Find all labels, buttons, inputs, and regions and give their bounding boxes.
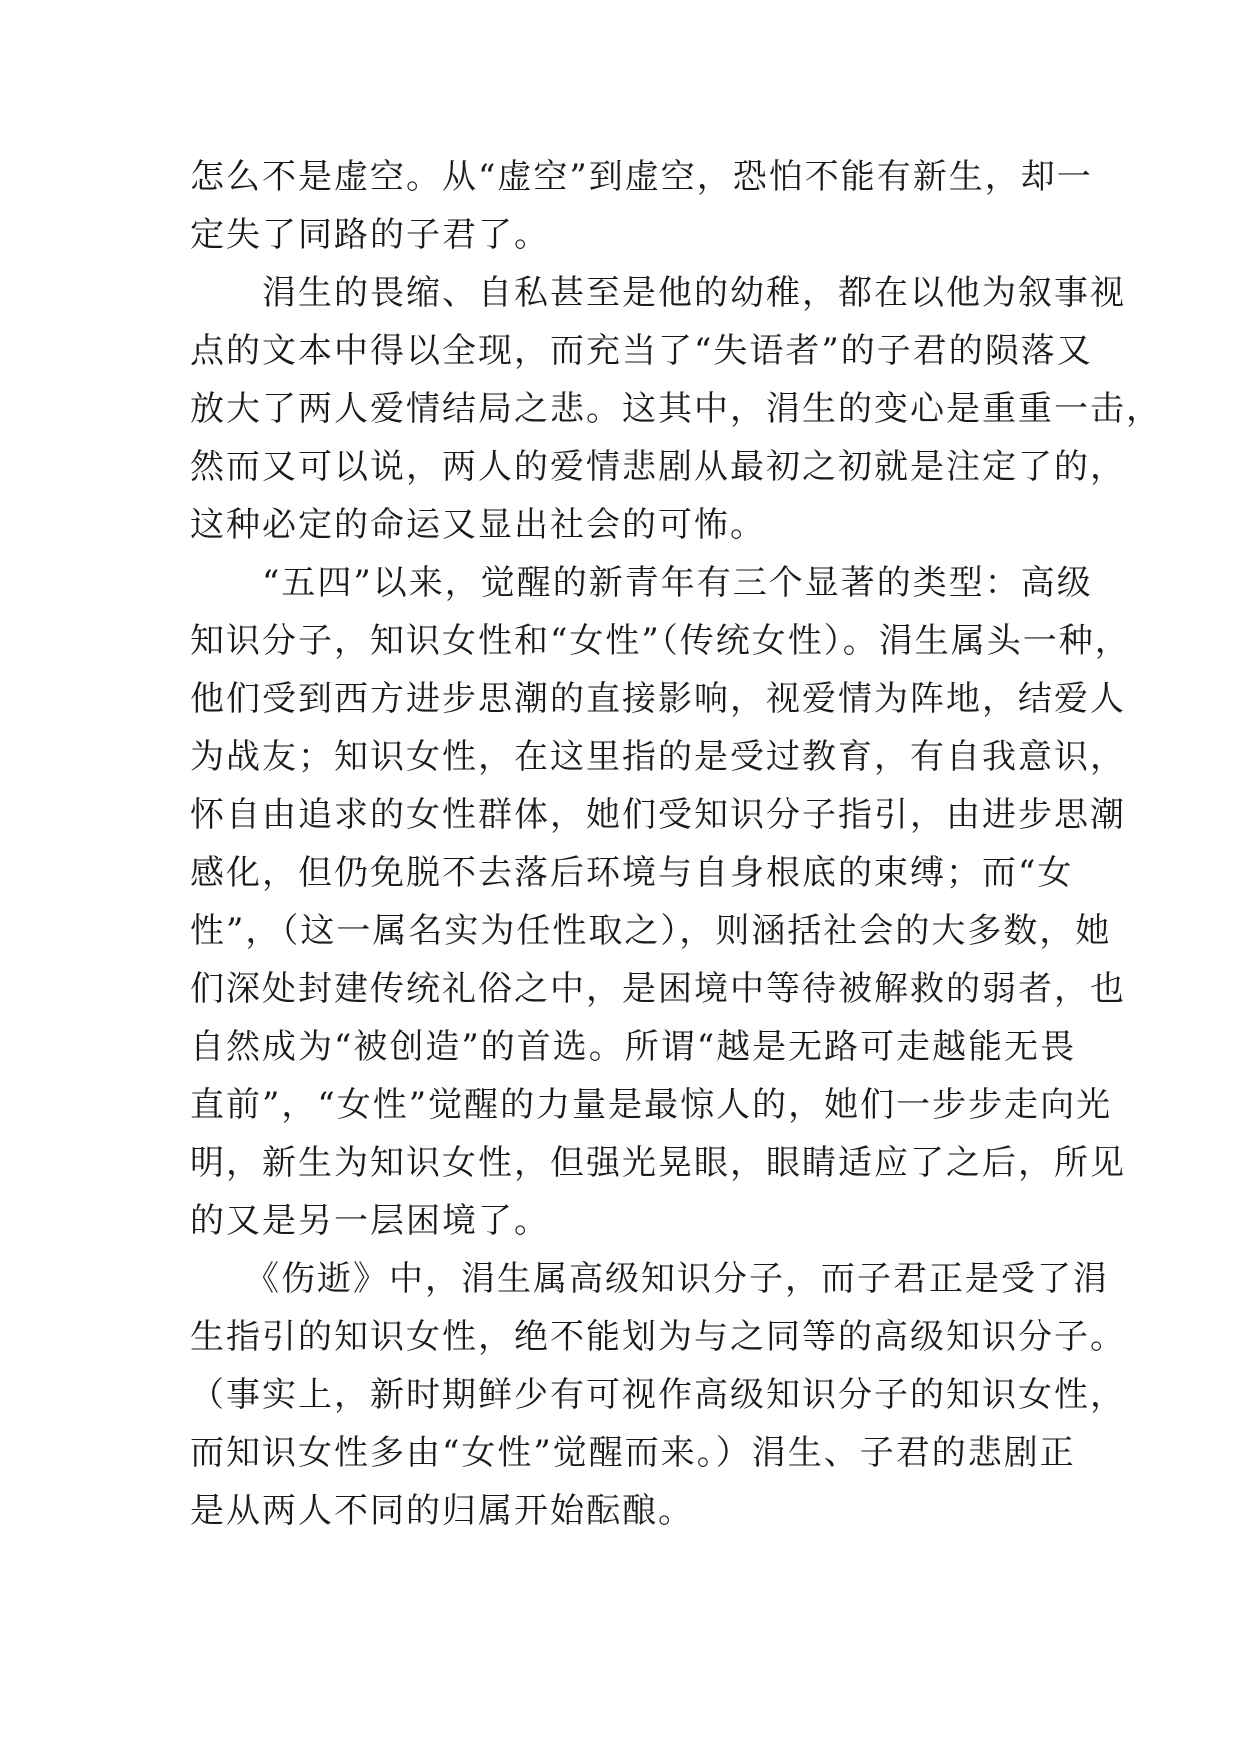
text-line: 怀自由追求的女性群体，她们受知识分子指引，由进步思潮: [190, 795, 1126, 835]
document-page: [190, 148, 1162, 1540]
text-line: 知识分子，知识女性和“女性”（传统女性）。涓生属头一种，: [190, 621, 1131, 661]
text-line: 自然成为“被创造”的首选。所谓“越是无路可走越能无畏: [190, 1027, 1077, 1067]
text-line: 《伤逝》中，涓生属高级知识分子，而子君正是受了涓: [190, 1259, 1109, 1299]
text-line: 为战友；知识女性，在这里指的是受过教育，有自我意识，: [190, 737, 1126, 777]
text-line: 放大了两人爱情结局之悲。这其中，涓生的变心是重重一击，: [190, 389, 1162, 429]
text-line: 是从两人不同的归属开始酝酿。: [190, 1491, 694, 1531]
text-line: （事实上，新时期鲜少有可视作高级知识分子的知识女性，: [190, 1375, 1126, 1415]
text-line: 怎么不是虚空。从“虚空”到虚空，恐怕不能有新生，却一: [190, 157, 1093, 197]
text-line: 直前”，“女性”觉醒的力量是最惊人的，她们一步步走向光: [190, 1085, 1113, 1125]
text-line: 而知识女性多由“女性”觉醒而来。）涓生、子君的悲剧正: [190, 1433, 1076, 1473]
text-line: 感化，但仍免脱不去落后环境与自身根底的束缚；而“女: [190, 853, 1074, 893]
text-line: 明，新生为知识女性，但强光晃眼，眼睛适应了之后，所见: [190, 1143, 1126, 1183]
text-line: 们深处封建传统礼俗之中，是困境中等待被解救的弱者，也: [190, 969, 1126, 1009]
text-line: 点的文本中得以全现，而充当了“失语者”的子君的陨落又: [190, 331, 1093, 371]
text-line: 这种必定的命运又显出社会的可怖。: [190, 505, 766, 545]
text-line: 涓生的畏缩、自私甚至是他的幼稚，都在以他为叙事视: [190, 273, 1126, 313]
text-line: 性”，（这一属名实为任性取之），则涵括社会的大多数，她: [190, 911, 1112, 951]
text-line: “五四”以来，觉醒的新青年有三个显著的类型：高级: [190, 563, 1093, 603]
text-line: 然而又可以说，两人的爱情悲剧从最初之初就是注定了的，: [190, 447, 1126, 487]
text-line: 他们受到西方进步思潮的直接影响，视爱情为阵地，结爱人: [190, 679, 1126, 719]
text-line: 定失了同路的子君了。: [190, 215, 550, 255]
text-line: 生指引的知识女性，绝不能划为与之同等的高级知识分子。: [190, 1317, 1126, 1357]
text-line: 的又是另一层困境了。: [190, 1201, 550, 1241]
